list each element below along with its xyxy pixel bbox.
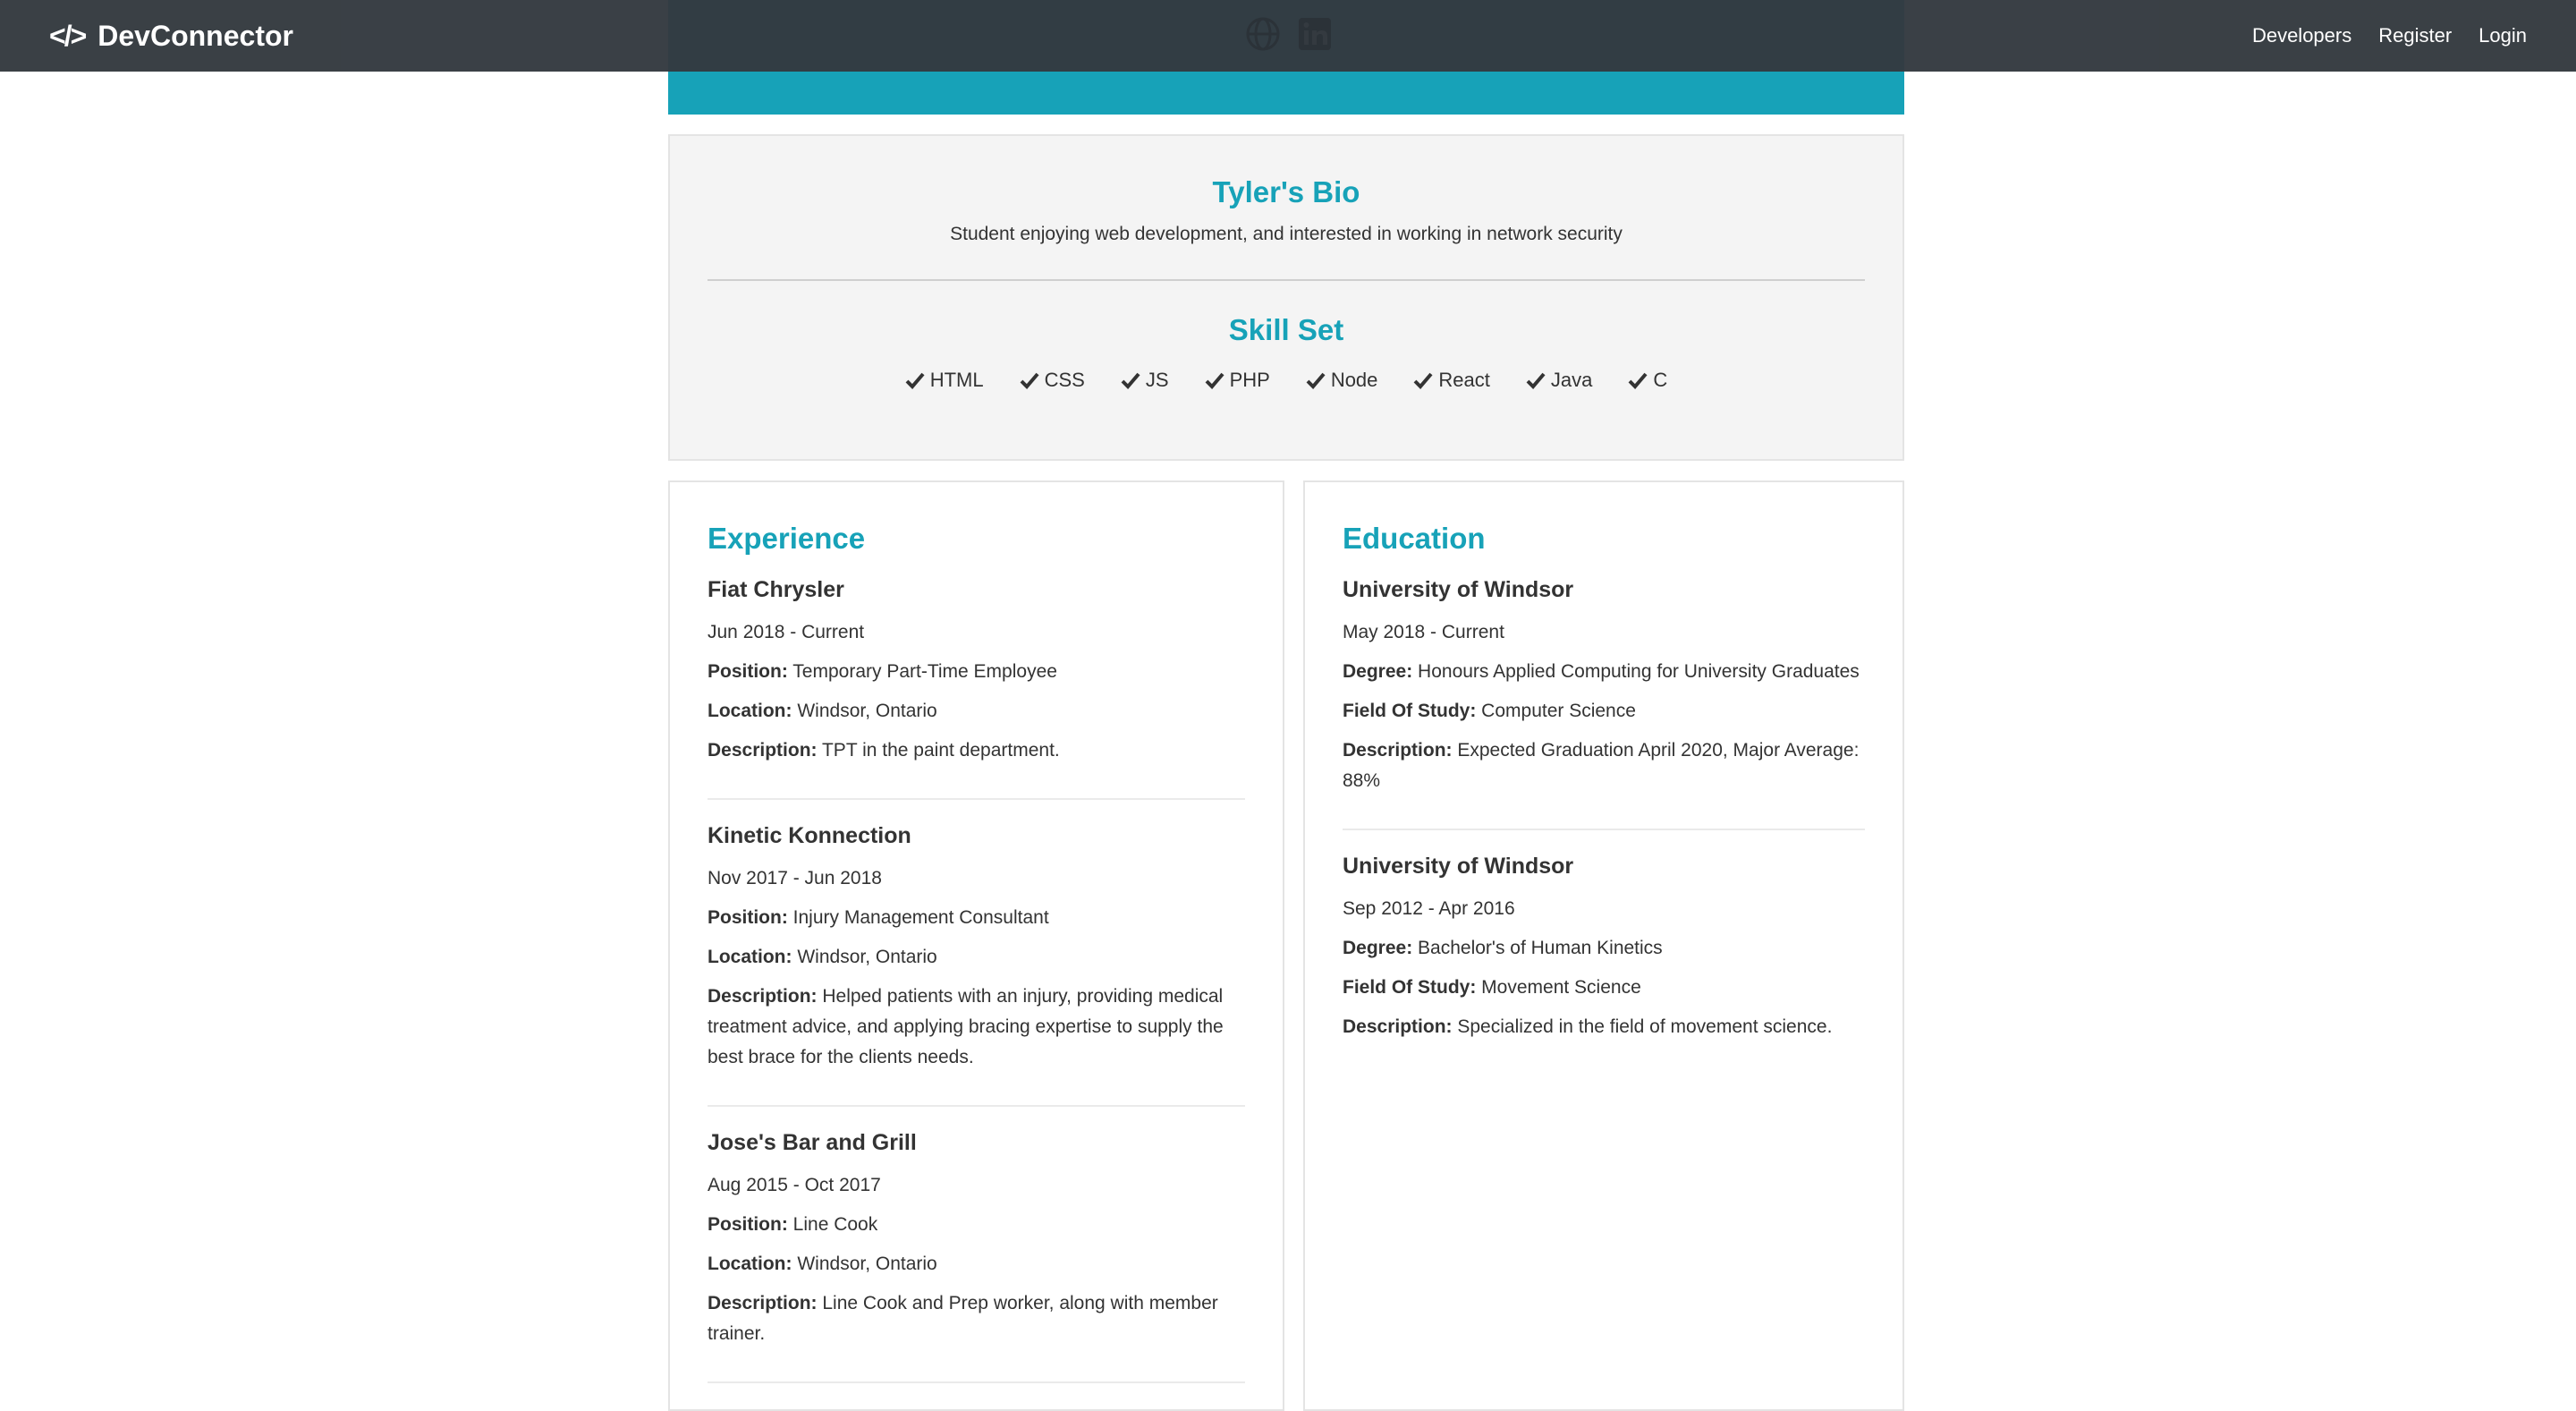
brand-link[interactable]	[49, 20, 293, 53]
degree: Degree: Honours Applied Computing for University Graduates	[1343, 661, 1860, 682]
location: Location: Windsor, Ontario	[708, 947, 937, 967]
social-links	[1245, 16, 1333, 52]
experience-title: Experience	[708, 522, 866, 555]
skill-set-title: Skill Set	[1228, 313, 1344, 346]
date-range: May 2018 - Current	[1343, 622, 1504, 642]
education-entry	[1343, 854, 1865, 1075]
brand-name: DevConnector	[97, 19, 293, 52]
description: Description: Line Cook and Prep worker, along with member trainer.	[708, 1293, 1218, 1344]
check-icon	[1628, 370, 1648, 390]
location: Location: Windsor, Ontario	[708, 701, 937, 721]
globe-icon[interactable]	[1245, 16, 1281, 52]
description: Description: TPT in the paint department.	[708, 740, 1060, 761]
description: Description: Specialized in the field of movement science.	[1343, 1016, 1833, 1037]
bio-title: Tyler's Bio	[1212, 175, 1360, 208]
nav-link-register[interactable]: Register	[2378, 24, 2453, 47]
check-icon	[1413, 370, 1433, 390]
skill-item: CSS	[1020, 369, 1085, 392]
experience-section	[668, 480, 1284, 1411]
experience-entry	[708, 577, 1245, 800]
location: Location: Windsor, Ontario	[708, 1254, 937, 1274]
skill-item: C	[1628, 369, 1667, 392]
nav-link-developers[interactable]: Developers	[2251, 24, 2352, 47]
company-name: Fiat Chrysler	[708, 577, 844, 602]
check-icon	[1526, 370, 1546, 390]
skill-item: React	[1413, 369, 1489, 392]
nav-link-login[interactable]: Login	[2479, 24, 2527, 47]
linkedin-icon[interactable]	[1297, 16, 1333, 52]
check-icon	[1205, 370, 1224, 390]
experience-entry	[708, 823, 1245, 1107]
check-icon	[1306, 370, 1326, 390]
check-icon	[1020, 370, 1039, 390]
school-name: University of Windsor	[1343, 854, 1574, 879]
nav-links	[2252, 24, 2527, 47]
date-range: Nov 2017 - Jun 2018	[708, 868, 882, 888]
education-section	[1303, 480, 1904, 1411]
company-name: Kinetic Konnection	[708, 823, 911, 848]
position: Position: Temporary Part-Time Employee	[708, 661, 1057, 682]
position: Position: Injury Management Consultant	[708, 907, 1049, 928]
code-icon: </>	[49, 19, 86, 52]
education-title: Education	[1343, 522, 1486, 555]
education-entry	[1343, 577, 1865, 830]
check-icon	[905, 370, 925, 390]
divider	[708, 279, 1865, 281]
description: Description: Helped patients with an injury, providing medical treatment advice, and applying bracing expertise to supply the best brace for the clients needs.	[708, 986, 1224, 1067]
skill-item: JS	[1121, 369, 1169, 392]
check-icon	[1121, 370, 1140, 390]
date-range: Sep 2012 - Apr 2016	[1343, 898, 1515, 919]
field-of-study: Field Of Study: Computer Science	[1343, 701, 1636, 721]
position: Position: Line Cook	[708, 1214, 878, 1235]
bio-text: Student enjoying web development, and interested in working in network security	[950, 224, 1623, 244]
field-of-study: Field Of Study: Movement Science	[1343, 977, 1641, 998]
date-range: Jun 2018 - Current	[708, 622, 865, 642]
experience-entry	[708, 1130, 1245, 1383]
date-range: Aug 2015 - Oct 2017	[708, 1175, 881, 1195]
company-name: Jose's Bar and Grill	[708, 1130, 917, 1155]
description: Description: Expected Graduation April 2020, Major Average: 88%	[1343, 740, 1860, 791]
skill-item: HTML	[905, 369, 984, 392]
skill-item: Java	[1526, 369, 1592, 392]
degree: Degree: Bachelor's of Human Kinetics	[1343, 938, 1663, 958]
profile-about	[668, 134, 1904, 461]
skill-list	[670, 369, 1902, 392]
skill-item: PHP	[1205, 369, 1270, 392]
skill-item: Node	[1306, 369, 1378, 392]
school-name: University of Windsor	[1343, 577, 1574, 602]
